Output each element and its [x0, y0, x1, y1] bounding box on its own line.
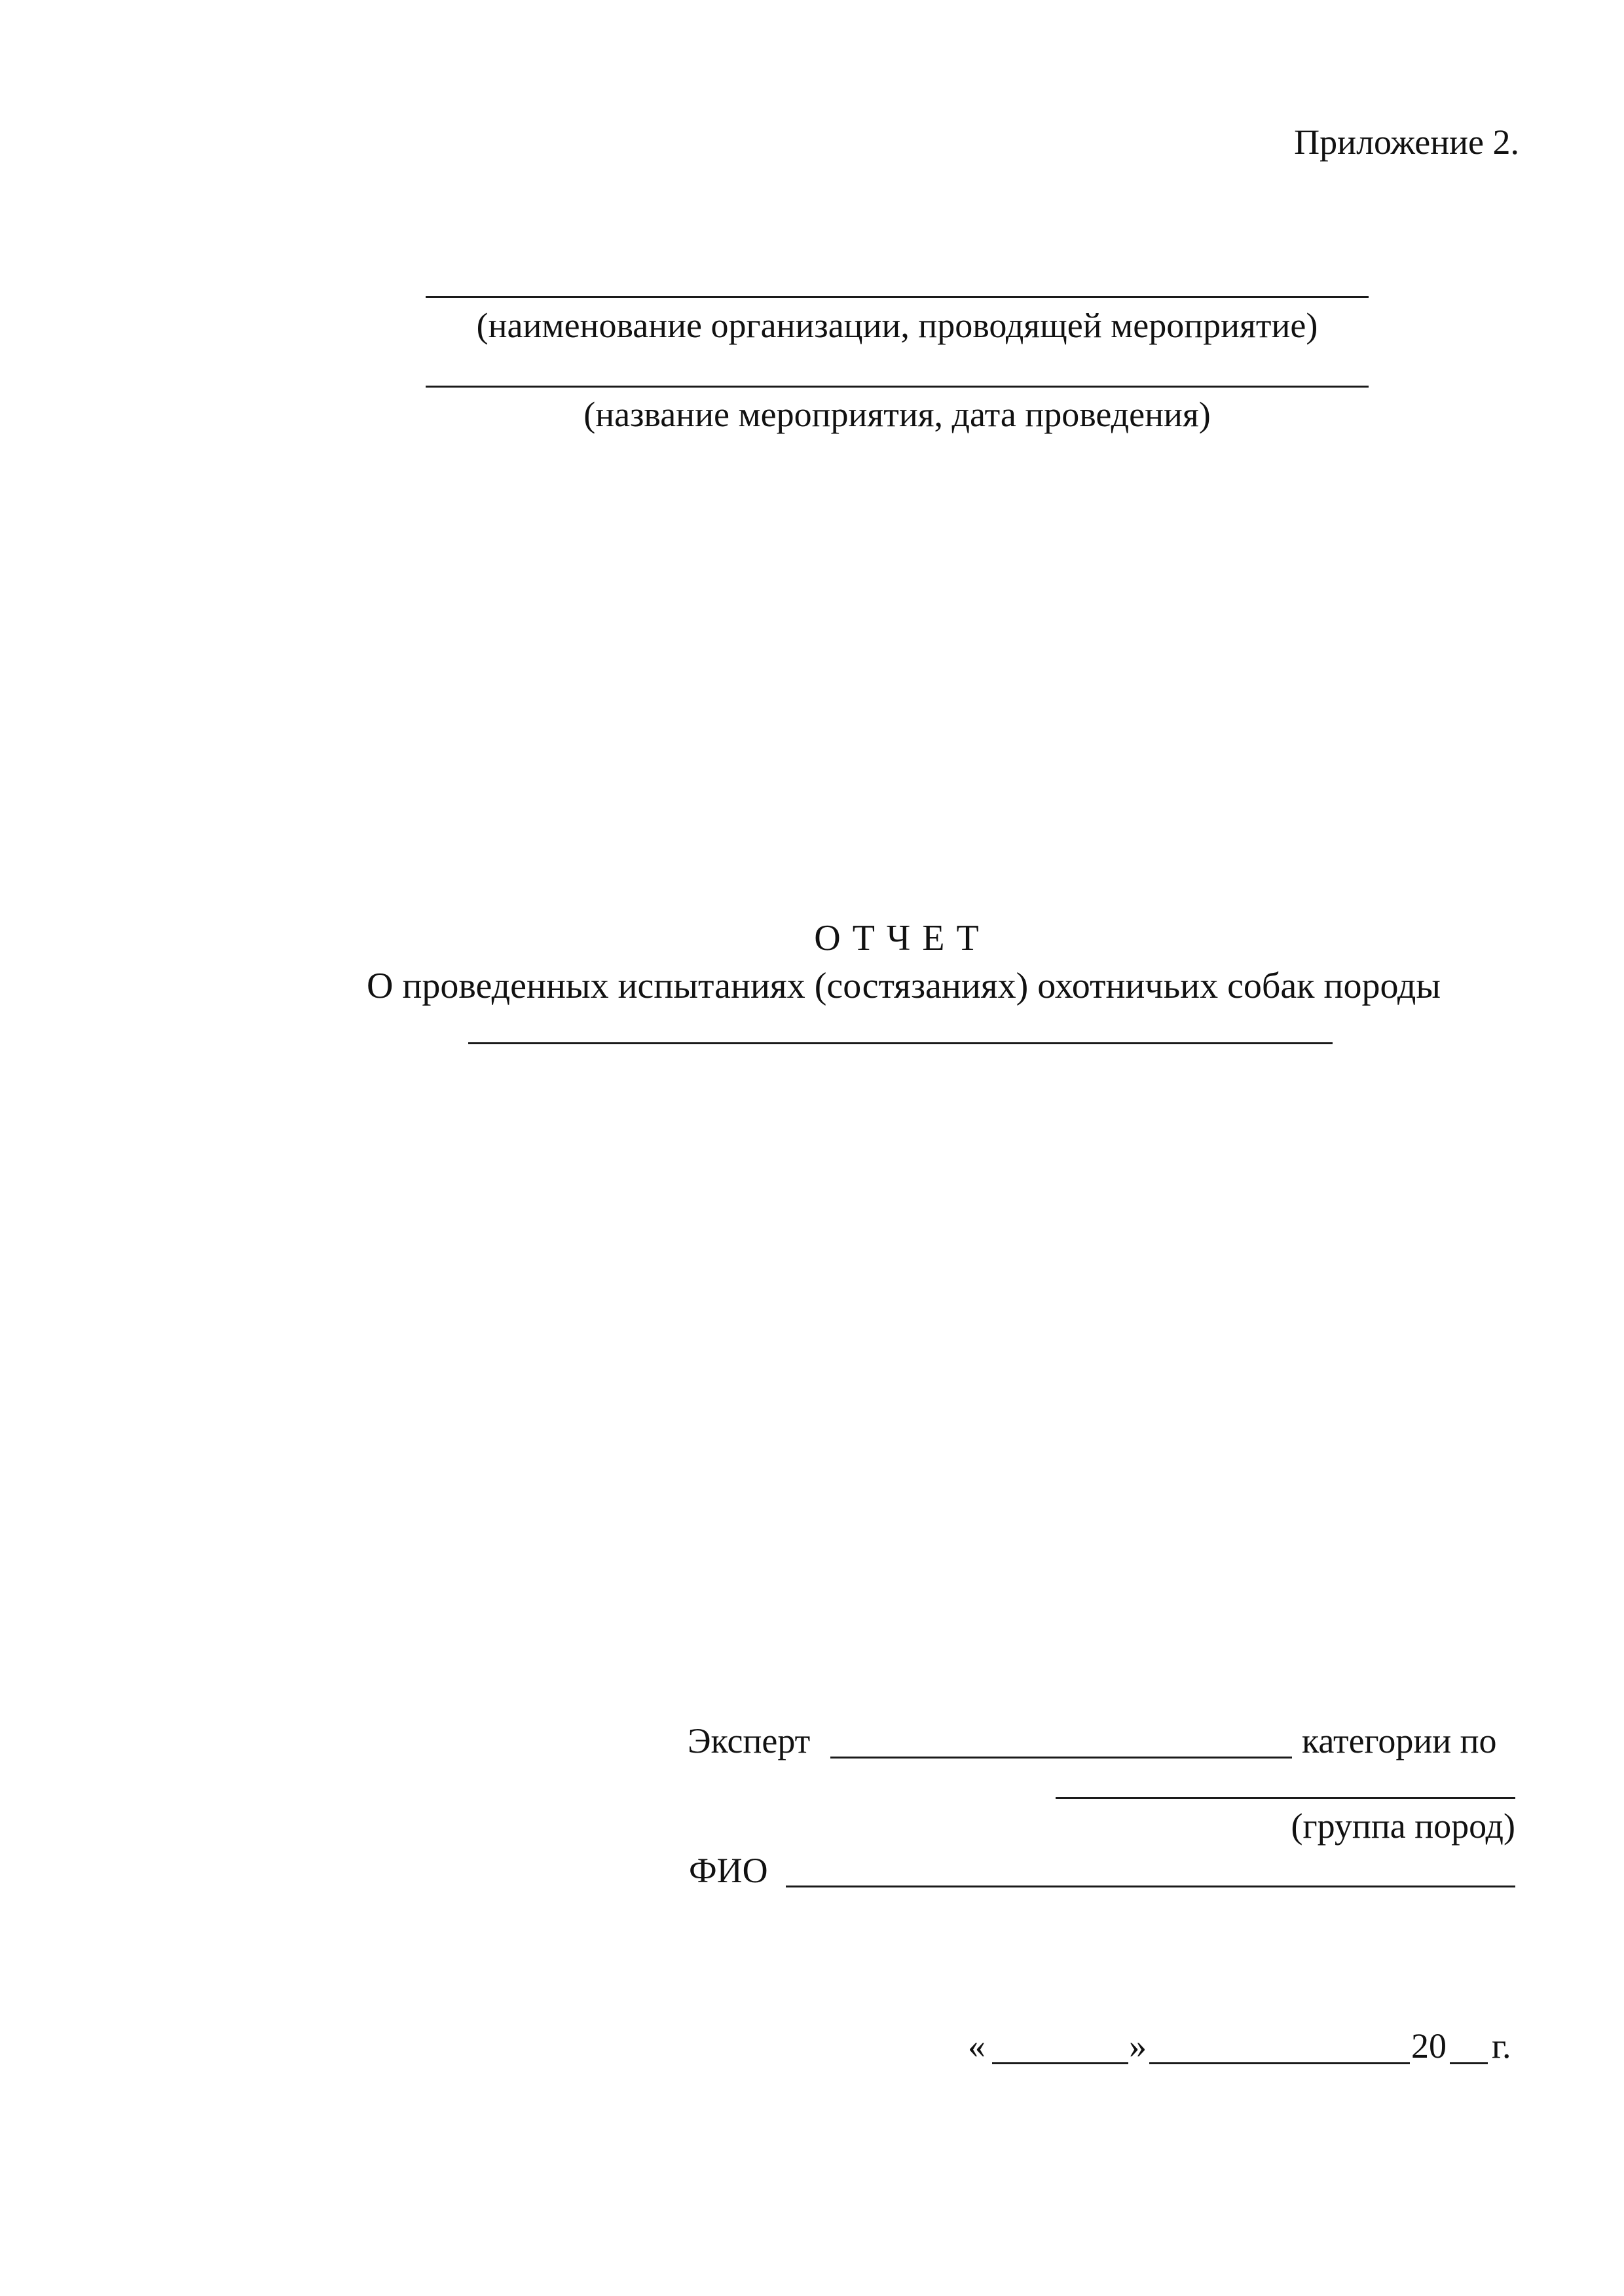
organization-name-line[interactable]	[426, 296, 1369, 298]
fio-label: ФИО	[689, 1851, 768, 1890]
date-open-quote: «	[968, 2026, 986, 2066]
report-title: О Т Ч Е Т	[814, 918, 980, 958]
date-close-quote: »	[1129, 2026, 1147, 2066]
event-name-caption: (название мероприятия, дата проведения)	[583, 395, 1211, 434]
breed-group-caption: (группа пород)	[1291, 1806, 1515, 1846]
date-year-prefix: 20	[1411, 2026, 1447, 2066]
date-day-line[interactable]	[992, 2062, 1128, 2064]
appendix-label: Приложение 2.	[1294, 122, 1519, 162]
fio-line[interactable]	[786, 1886, 1515, 1887]
category-label: категории по	[1302, 1721, 1497, 1760]
expert-name-line[interactable]	[830, 1757, 1292, 1758]
breed-line[interactable]	[468, 1042, 1333, 1044]
report-subtitle: О проведенных испытаниях (состязаниях) охотничьих собак породы	[367, 966, 1441, 1006]
organization-name-caption: (наименование организации, проводящей мероприятие)	[476, 306, 1318, 345]
date-month-line[interactable]	[1149, 2062, 1410, 2064]
breed-group-line[interactable]	[1056, 1797, 1515, 1799]
expert-label: Эксперт	[688, 1721, 811, 1760]
date-year-suffix: г.	[1492, 2026, 1511, 2066]
date-year-line[interactable]	[1450, 2062, 1488, 2064]
event-name-line[interactable]	[426, 386, 1369, 388]
